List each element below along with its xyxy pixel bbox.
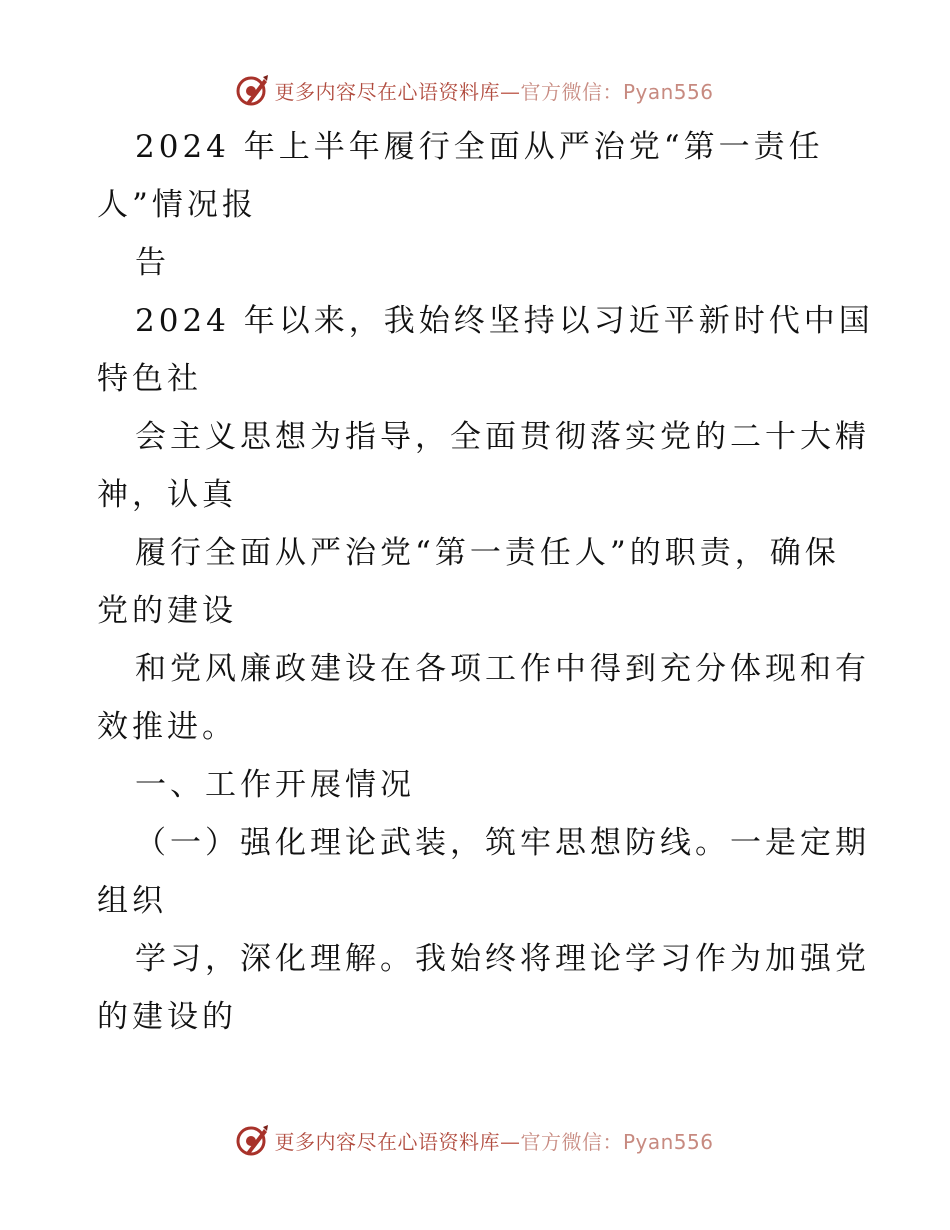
paragraph-line: 的建设的: [97, 999, 237, 1035]
paragraph-line: 2024 年以来，我始终坚持以习近平新时代中国: [135, 303, 874, 339]
watermark-text: 更多内容尽在心语资料库—官方微信：Pyan556: [274, 1129, 714, 1154]
paragraph-line: 组织: [97, 883, 167, 919]
paragraph-line: 学习，深化理解。我始终将理论学习作为加强党: [135, 941, 870, 977]
watermark-banner-top: [0, 70, 950, 110]
title-line-3: 告: [135, 245, 170, 281]
watermark-text: 更多内容尽在心语资料库—官方微信：Pyan556: [274, 79, 714, 104]
document-body: [97, 118, 874, 1046]
paragraph-line: 特色社: [97, 361, 202, 397]
title-line-2: 人”情况报: [97, 187, 257, 223]
paragraph-line: 神，认真: [97, 477, 237, 513]
paragraph-line: 和党风廉政建设在各项工作中得到充分体现和有: [135, 651, 870, 687]
paragraph-line: 履行全面从严治党“第一责任人”的职责，确保: [135, 535, 840, 571]
section-heading: 一、工作开展情况: [135, 767, 415, 803]
watermark-banner-bottom: [0, 1120, 950, 1160]
pen-logo-icon: [236, 73, 270, 107]
paragraph-line: 会主义思想为指导，全面贯彻落实党的二十大精: [135, 419, 870, 455]
paragraph-line: 效推进。: [97, 709, 237, 745]
pen-logo-icon: [236, 1123, 270, 1157]
title-line-1: 2024 年上半年履行全面从严治党“第一责任: [135, 129, 824, 165]
paragraph-line: （一）强化理论武装，筑牢思想防线。一是定期: [135, 825, 870, 861]
paragraph-line: 党的建设: [97, 593, 237, 629]
